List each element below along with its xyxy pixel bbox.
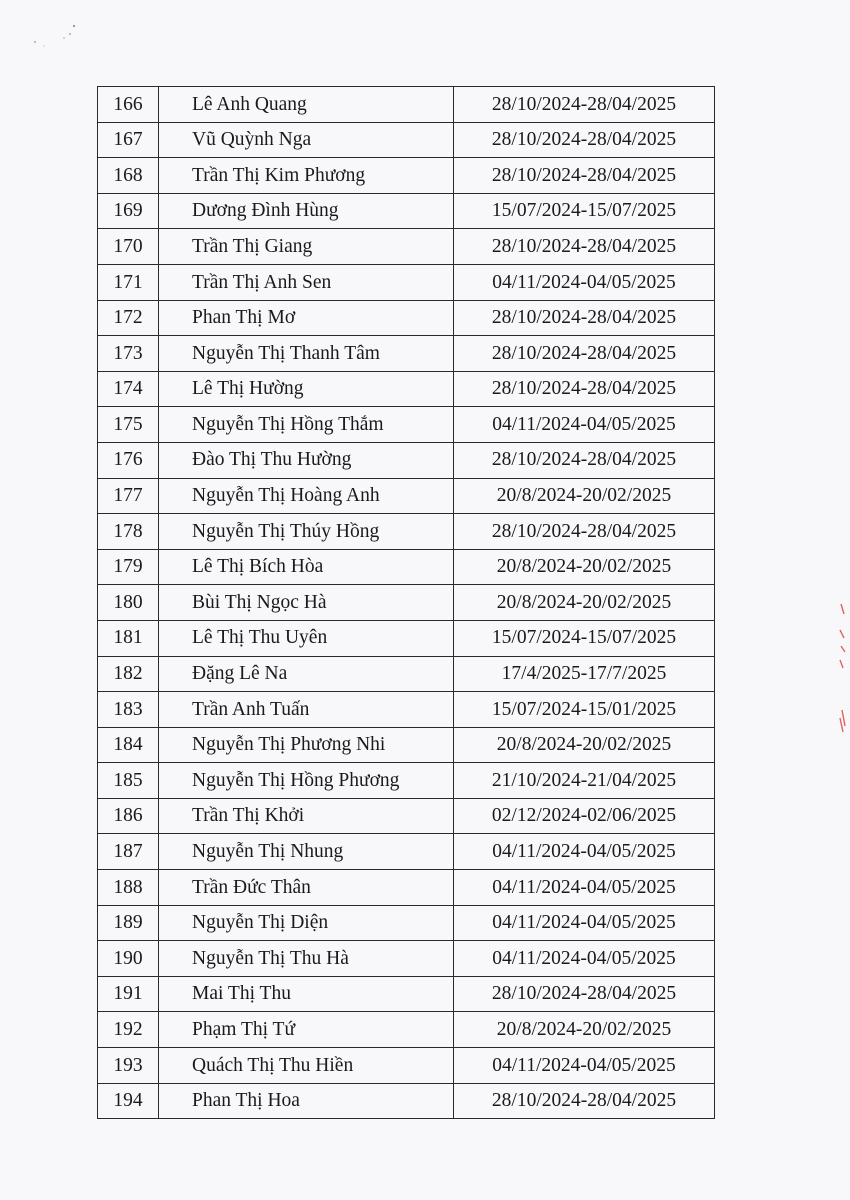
person-name: Nguyễn Thị Hoàng Anh <box>159 478 454 514</box>
row-number: 173 <box>98 336 159 372</box>
date-period: 28/10/2024-28/04/2025 <box>454 371 715 407</box>
row-number: 178 <box>98 514 159 550</box>
table-row <box>98 122 715 158</box>
red-stamp-edge <box>838 600 846 740</box>
table-row <box>98 585 715 621</box>
row-number: 181 <box>98 620 159 656</box>
table-row <box>98 692 715 728</box>
date-period: 20/8/2024-20/02/2025 <box>454 478 715 514</box>
table-row <box>98 442 715 478</box>
row-number: 188 <box>98 870 159 906</box>
row-number: 191 <box>98 976 159 1012</box>
date-period: 28/10/2024-28/04/2025 <box>454 300 715 336</box>
row-number: 190 <box>98 941 159 977</box>
row-number: 187 <box>98 834 159 870</box>
table-row <box>98 870 715 906</box>
person-name: Trần Thị Khởi <box>159 798 454 834</box>
date-period: 28/10/2024-28/04/2025 <box>454 229 715 265</box>
row-number: 171 <box>98 264 159 300</box>
person-name: Vũ Quỳnh Nga <box>159 122 454 158</box>
person-name: Trần Đức Thân <box>159 870 454 906</box>
table-row <box>98 905 715 941</box>
table-row <box>98 941 715 977</box>
date-period: 04/11/2024-04/05/2025 <box>454 1048 715 1084</box>
date-period: 20/8/2024-20/02/2025 <box>454 727 715 763</box>
date-period: 04/11/2024-04/05/2025 <box>454 870 715 906</box>
person-name: Trần Anh Tuấn <box>159 692 454 728</box>
date-period: 04/11/2024-04/05/2025 <box>454 407 715 443</box>
person-name: Nguyễn Thị Thúy Hồng <box>159 514 454 550</box>
table-row <box>98 407 715 443</box>
date-period: 04/11/2024-04/05/2025 <box>454 941 715 977</box>
row-number: 177 <box>98 478 159 514</box>
row-number: 175 <box>98 407 159 443</box>
date-period: 28/10/2024-28/04/2025 <box>454 976 715 1012</box>
roster-table-body <box>98 87 715 1119</box>
date-period: 15/07/2024-15/07/2025 <box>454 193 715 229</box>
person-name: Trần Thị Giang <box>159 229 454 265</box>
person-name: Nguyễn Thị Phương Nhi <box>159 727 454 763</box>
date-period: 28/10/2024-28/04/2025 <box>454 1083 715 1119</box>
row-number: 185 <box>98 763 159 799</box>
table-row <box>98 229 715 265</box>
table-row <box>98 300 715 336</box>
row-number: 176 <box>98 442 159 478</box>
person-name: Nguyễn Thị Hồng Phương <box>159 763 454 799</box>
table-row <box>98 478 715 514</box>
person-name: Phan Thị Hoa <box>159 1083 454 1119</box>
person-name: Nguyễn Thị Thanh Tâm <box>159 336 454 372</box>
date-period: 04/11/2024-04/05/2025 <box>454 264 715 300</box>
table-row <box>98 1012 715 1048</box>
date-period: 15/07/2024-15/01/2025 <box>454 692 715 728</box>
table-row <box>98 193 715 229</box>
date-period: 20/8/2024-20/02/2025 <box>454 1012 715 1048</box>
table-row <box>98 1048 715 1084</box>
date-period: 20/8/2024-20/02/2025 <box>454 549 715 585</box>
table-row <box>98 264 715 300</box>
table-row <box>98 620 715 656</box>
row-number: 179 <box>98 549 159 585</box>
table-row <box>98 976 715 1012</box>
row-number: 184 <box>98 727 159 763</box>
date-period: 28/10/2024-28/04/2025 <box>454 158 715 194</box>
row-number: 186 <box>98 798 159 834</box>
date-period: 28/10/2024-28/04/2025 <box>454 514 715 550</box>
table-row <box>98 158 715 194</box>
person-name: Nguyễn Thị Nhung <box>159 834 454 870</box>
table-row <box>98 87 715 123</box>
date-period: 28/10/2024-28/04/2025 <box>454 336 715 372</box>
date-period: 04/11/2024-04/05/2025 <box>454 834 715 870</box>
table-row <box>98 371 715 407</box>
row-number: 183 <box>98 692 159 728</box>
table-row <box>98 763 715 799</box>
date-period: 04/11/2024-04/05/2025 <box>454 905 715 941</box>
table-row <box>98 514 715 550</box>
person-name: Đặng Lê Na <box>159 656 454 692</box>
person-name: Nguyễn Thị Hồng Thắm <box>159 407 454 443</box>
person-name: Phạm Thị Tứ <box>159 1012 454 1048</box>
row-number: 193 <box>98 1048 159 1084</box>
table-row <box>98 656 715 692</box>
date-period: 20/8/2024-20/02/2025 <box>454 585 715 621</box>
date-period: 21/10/2024-21/04/2025 <box>454 763 715 799</box>
row-number: 192 <box>98 1012 159 1048</box>
row-number: 172 <box>98 300 159 336</box>
person-name: Lê Anh Quang <box>159 87 454 123</box>
date-period: 28/10/2024-28/04/2025 <box>454 87 715 123</box>
table-row <box>98 834 715 870</box>
table-row <box>98 798 715 834</box>
row-number: 189 <box>98 905 159 941</box>
row-number: 182 <box>98 656 159 692</box>
row-number: 166 <box>98 87 159 123</box>
person-name: Lê Thị Thu Uyên <box>159 620 454 656</box>
person-name: Quách Thị Thu Hiền <box>159 1048 454 1084</box>
row-number: 167 <box>98 122 159 158</box>
table-row <box>98 1083 715 1119</box>
person-name: Dương Đình Hùng <box>159 193 454 229</box>
person-name: Nguyễn Thị Diện <box>159 905 454 941</box>
person-name: Trần Thị Kim Phương <box>159 158 454 194</box>
row-number: 169 <box>98 193 159 229</box>
roster-table <box>97 86 715 1119</box>
person-name: Lê Thị Bích Hòa <box>159 549 454 585</box>
row-number: 180 <box>98 585 159 621</box>
row-number: 168 <box>98 158 159 194</box>
row-number: 170 <box>98 229 159 265</box>
row-number: 194 <box>98 1083 159 1119</box>
date-period: 28/10/2024-28/04/2025 <box>454 122 715 158</box>
date-period: 15/07/2024-15/07/2025 <box>454 620 715 656</box>
person-name: Phan Thị Mơ <box>159 300 454 336</box>
person-name: Lê Thị Hường <box>159 371 454 407</box>
table-row <box>98 336 715 372</box>
person-name: Mai Thị Thu <box>159 976 454 1012</box>
person-name: Trần Thị Anh Sen <box>159 264 454 300</box>
row-number: 174 <box>98 371 159 407</box>
date-period: 02/12/2024-02/06/2025 <box>454 798 715 834</box>
table-row <box>98 727 715 763</box>
date-period: 28/10/2024-28/04/2025 <box>454 442 715 478</box>
person-name: Bùi Thị Ngọc Hà <box>159 585 454 621</box>
person-name: Đào Thị Thu Hường <box>159 442 454 478</box>
person-name: Nguyễn Thị Thu Hà <box>159 941 454 977</box>
table-row <box>98 549 715 585</box>
date-period: 17/4/2025-17/7/2025 <box>454 656 715 692</box>
scan-speck <box>30 20 80 50</box>
